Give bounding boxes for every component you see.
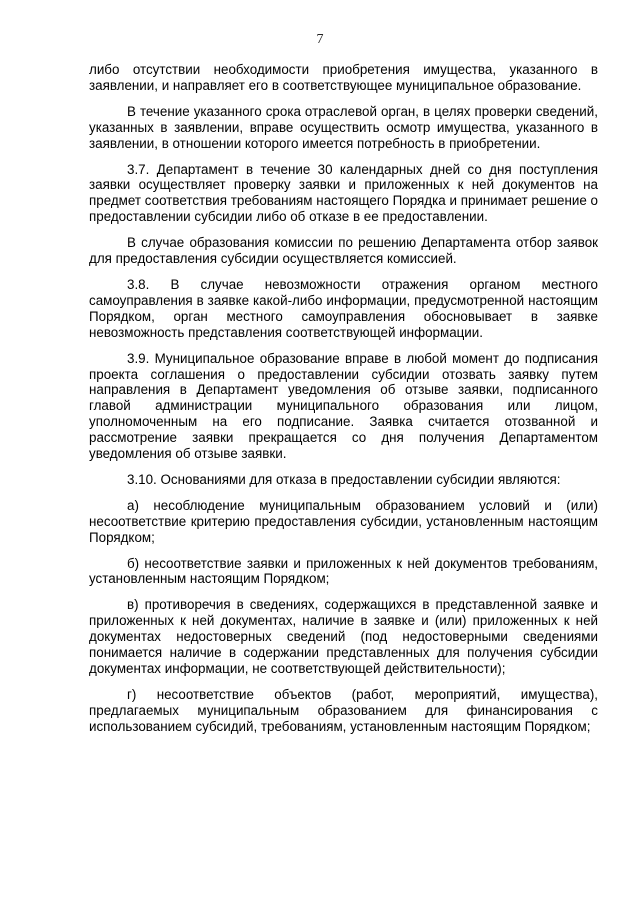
- paragraph-inspection-period: В течение указанного срока отраслевой орган, в целях проверки сведений, указанных в заявлении, вправе осуществить осмотр имущества, указанного в заявлении, в отношении которого имеется потребность в приобретении.: [89, 103, 598, 151]
- paragraph-3-7: 3.7. Департамент в течение 30 календарных дней со дня поступления заявки осуществляет проверку заявки и приложенных к ней документов на предмет соответствия требованиям настоящего Порядка и принимает решение о предоставлении субсидии либо об отказе в ее предоставлении.: [89, 161, 598, 225]
- paragraph-3-8: 3.8. В случае невозможности отражения органом местного самоуправления в заявке какой-либо информации, предусмотренной настоящим Порядком, орган местного самоуправления обосновывает в заявке невозможность представления соответствующей информации.: [89, 276, 598, 340]
- document-body: [89, 62, 598, 745]
- paragraph-3-9: 3.9. Муниципальное образование вправе в любой момент до подписания проекта соглашения о предоставлении субсидии отозвать заявку путем направления в Департамент уведомления об отзыве заявки, подписанного главой администрации муниципального образования или лицом, уполномоченным на его подписание. Заявка считается отозванной и рассмотрение заявки прекращается со дня получения Департаментом уведомления об отзыве заявки.: [89, 350, 598, 462]
- list-item-g: г) несоответствие объектов (работ, мероприятий, имущества), предлагаемых муниципальным образованием для финансирования с использованием субсидий, требованиям, установленным настоящим Порядком;: [89, 686, 598, 734]
- list-item-b: б) несоответствие заявки и приложенных к ней документов требованиям, установленным настоящим Порядком;: [89, 555, 598, 587]
- page-number: 7: [316, 32, 324, 47]
- paragraph-commission: В случае образования комиссии по решению Департамента отбор заявок для предоставления субсидии осуществляется комиссией.: [89, 235, 598, 267]
- list-item-a: а) несоблюдение муниципальным образованием условий и (или) несоответствие критерию предоставления субсидии, установленным настоящим Порядком;: [89, 497, 598, 545]
- list-item-v: в) противоречия в сведениях, содержащихся в представленной заявке и приложенных к ней документах, наличие в заявке и (или) приложенных к ней документах недостоверных сведений (под недостоверными сведениями понимается наличие в содержании представленных для получения субсидии документах информации, не соответствующей действительности);: [89, 597, 598, 676]
- paragraph-3-10: 3.10. Основаниями для отказа в предоставлении субсидии являются:: [127, 471, 561, 487]
- paragraph-continuation: либо отсутствии необходимости приобретения имущества, указанного в заявлении, и направляет его в соответствующее муниципальное образование.: [89, 62, 598, 93]
